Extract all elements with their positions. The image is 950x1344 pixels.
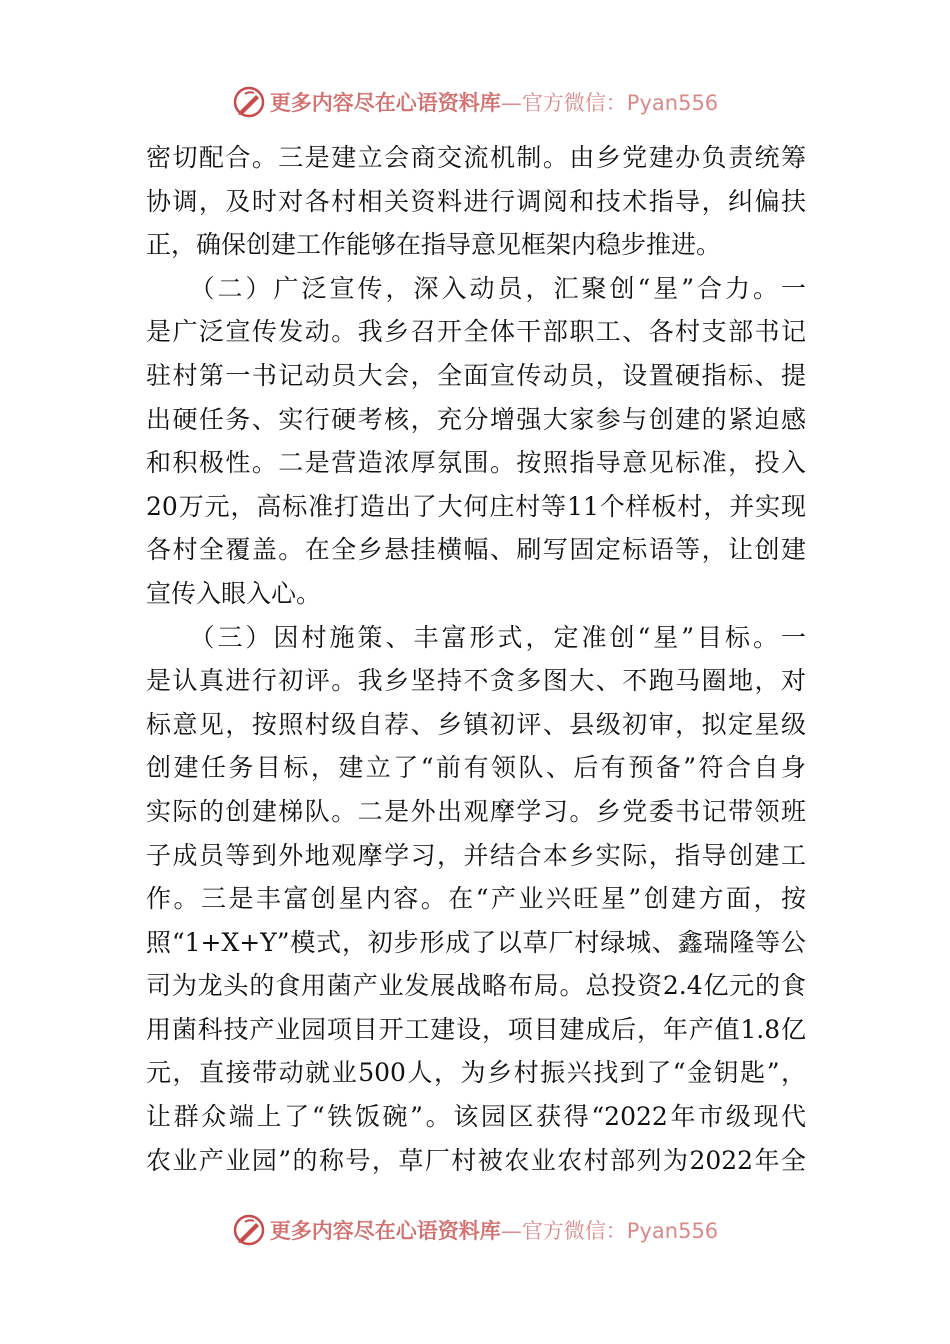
- text-line: （二）广泛宣传，深入动员，汇聚创“星”合力。一: [146, 273, 806, 303]
- text-line: 农业产业园”的称号，草厂村被农业农村部列为2022年全: [146, 1145, 806, 1175]
- text-line: 子成员等到外地观摩学习，并结合本乡实际，指导创建工: [146, 840, 806, 870]
- text-line: 司为龙头的食用菌产业发展战略布局。总投资2.4亿元的食: [146, 971, 806, 1001]
- banner-text: 更多内容尽在心语资料库—官方微信：Pyan556: [269, 1219, 719, 1243]
- text-line: 密切配合。三是建立会商交流机制。由乡党建办负责统筹: [146, 143, 806, 172]
- text-line: 是广泛宣传发动。我乡召开全体干部职工、各村支部书记: [146, 317, 806, 347]
- text-line: 20万元，高标准打造出了大何庄村等11个样板村，并实现: [146, 491, 806, 521]
- text-line: 正，确保创建工作能够在指导意见框架内稳步推进。: [146, 230, 722, 260]
- text-line: 是认真进行初评。我乡坚持不贪多图大、不跑马圈地，对: [146, 666, 806, 696]
- header-banner: [0, 82, 950, 122]
- text-line: 元，直接带动就业500人，为乡村振兴找到了“金钥匙”，: [146, 1058, 806, 1088]
- document-body: [146, 136, 806, 1182]
- text-line: 作。三是丰富创星内容。在“产业兴旺星”创建方面，按: [146, 884, 806, 914]
- text-line: 宣传入眼入心。: [146, 578, 322, 608]
- text-line: 各村全覆盖。在全乡悬挂横幅、刷写固定标语等，让创建: [146, 535, 806, 565]
- text-line: 实际的创建梯队。二是外出观摩学习。乡党委书记带领班: [146, 796, 806, 826]
- footer-banner: [0, 1210, 950, 1250]
- text-line: 协调，及时对各村相关资料进行调阅和技术指导，纠偏扶: [146, 186, 806, 216]
- text-line: 出硬任务、实行硬考核，充分增强大家参与创建的紧迫感: [146, 404, 806, 434]
- text-line: 标意见，按照村级自荐、乡镇初评、县级初审，拟定星级: [146, 709, 806, 739]
- text-line: 照“1+X+Y”模式，初步形成了以草厂村绿城、鑫瑞隆等公: [146, 927, 806, 957]
- text-line: （三）因村施策、丰富形式，定准创“星”目标。一: [146, 622, 806, 652]
- text-line: 驻村第一书记动员大会，全面宣传动员，设置硬指标、提: [146, 360, 806, 390]
- pen-logo-icon: [232, 85, 266, 119]
- text-line: 创建任务目标，建立了“前有领队、后有预备”符合自身: [146, 753, 806, 783]
- pen-logo-icon: [232, 1213, 266, 1247]
- text-line: 和积极性。二是营造浓厚氛围。按照指导意见标准，投入: [146, 448, 806, 478]
- text-line: 让群众端上了“铁饭碗”。该园区获得“2022年市级现代: [146, 1102, 806, 1132]
- banner-text: 更多内容尽在心语资料库—官方微信：Pyan556: [269, 91, 719, 115]
- text-line: 用菌科技产业园项目开工建设，项目建成后，年产值1.8亿: [146, 1014, 806, 1044]
